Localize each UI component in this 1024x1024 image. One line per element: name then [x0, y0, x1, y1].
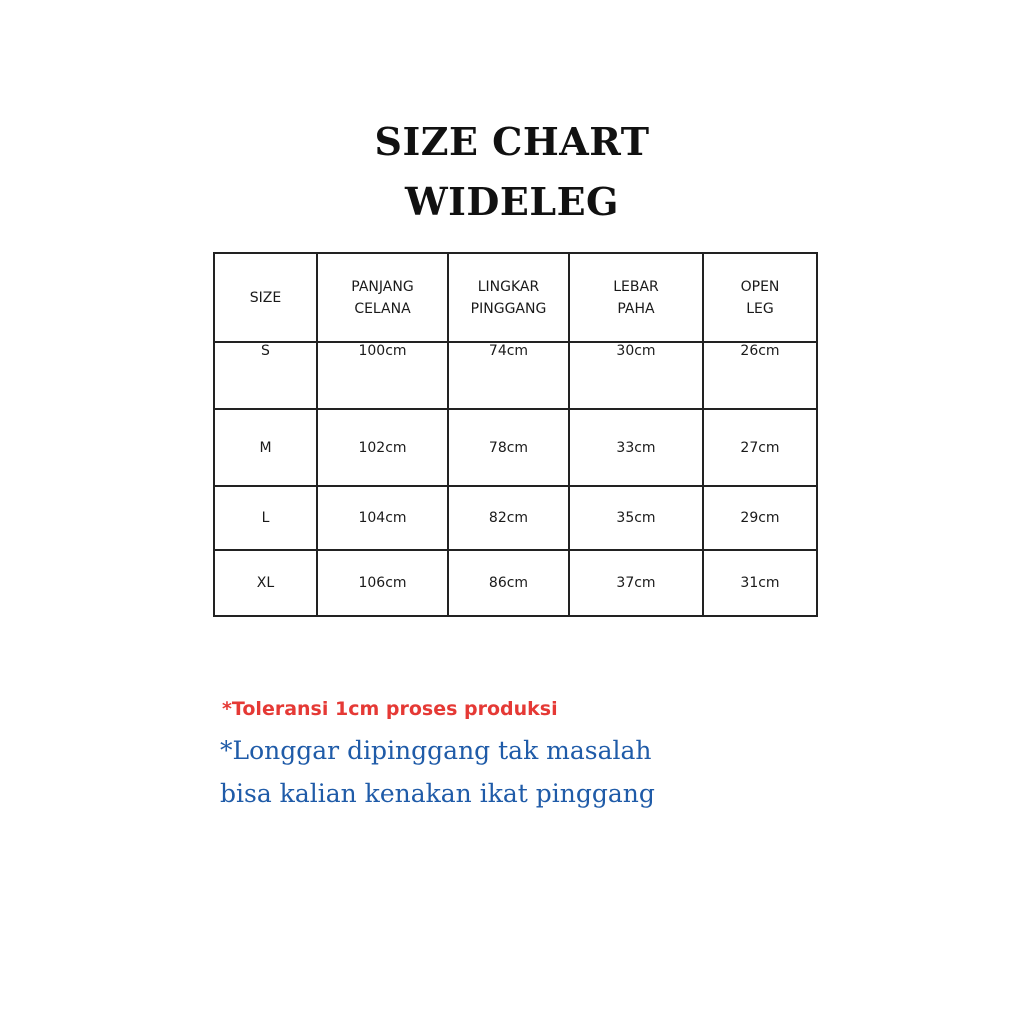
header-panjang-line2: CELANA	[354, 300, 411, 317]
cell-lebar-paha: 33cm	[569, 409, 703, 486]
header-panjang-line1: PANJANG	[351, 278, 414, 295]
table-row	[214, 550, 817, 616]
cell-panjang-celana: 100cm	[317, 342, 448, 409]
header-open-line2: LEG	[746, 300, 774, 317]
header-lebar-paha	[569, 253, 703, 342]
cell-panjang-celana: 104cm	[317, 486, 448, 550]
size-chart-table	[213, 252, 818, 617]
table-row	[214, 409, 817, 486]
cell-lebar-paha: 37cm	[569, 550, 703, 616]
cell-size: M	[214, 409, 317, 486]
header-lingkar-pinggang	[448, 253, 569, 342]
cell-size: S	[214, 342, 317, 409]
cell-panjang-celana: 102cm	[317, 409, 448, 486]
tolerance-note: *Toleransi 1cm proses produksi	[222, 698, 558, 720]
cell-open-leg: 29cm	[703, 486, 817, 550]
header-size	[214, 253, 317, 342]
header-lingkar-line1: LINGKAR	[477, 278, 540, 295]
cell-panjang-celana: 106cm	[317, 550, 448, 616]
cell-size: XL	[214, 550, 317, 616]
header-lingkar-line2: PINGGANG	[470, 300, 547, 317]
cell-lingkar-pinggang: 86cm	[448, 550, 569, 616]
table-row	[214, 342, 817, 409]
cell-open-leg: 27cm	[703, 409, 817, 486]
cell-lingkar-pinggang: 74cm	[448, 342, 569, 409]
header-open-line1: OPEN	[740, 278, 780, 295]
header-lebar-line1: LEBAR	[613, 278, 659, 295]
title-line-2: WIDELEG	[404, 179, 619, 224]
header-size-text: SIZE	[249, 289, 282, 306]
cell-lingkar-pinggang: 82cm	[448, 486, 569, 550]
header-open-leg	[703, 253, 817, 342]
title-line-1: SIZE CHART	[374, 119, 650, 164]
belt-note: bisa kalian kenakan ikat pinggang	[220, 779, 655, 808]
cell-lebar-paha: 35cm	[569, 486, 703, 550]
cell-size: L	[214, 486, 317, 550]
header-panjang-celana	[317, 253, 448, 342]
cell-lingkar-pinggang: 78cm	[448, 409, 569, 486]
header-lebar-line2: PAHA	[617, 300, 655, 317]
cell-lebar-paha: 30cm	[569, 342, 703, 409]
loose-waist-note: *Longgar dipinggang tak masalah	[220, 736, 652, 765]
table-header-row	[214, 253, 817, 342]
table-row	[214, 486, 817, 550]
cell-open-leg: 31cm	[703, 550, 817, 616]
cell-open-leg: 26cm	[703, 342, 817, 409]
